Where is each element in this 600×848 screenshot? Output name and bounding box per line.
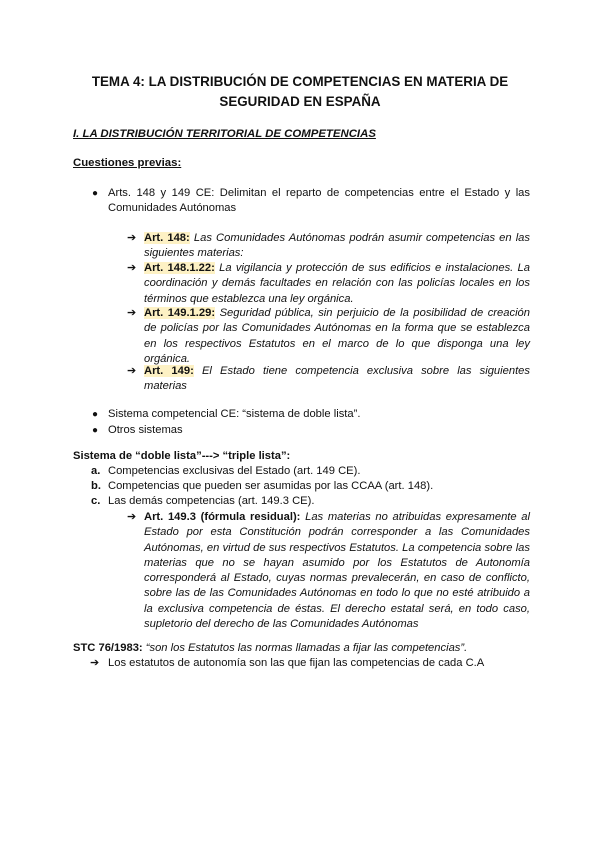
article-ref: Art. 149: bbox=[144, 365, 194, 377]
arrow-right-icon: ➔ bbox=[127, 307, 137, 319]
bullet-dot-icon: ● bbox=[92, 188, 99, 199]
list-item-b: Competencias que pueden ser asumidas por las CCAA (art. 148). bbox=[108, 480, 434, 492]
article-text: Las Comunidades Autónomas podrán asumir competencias en las siguientes materias: bbox=[144, 232, 530, 260]
bullet-dot-icon: ● bbox=[92, 425, 99, 436]
arrow-right-icon: ➔ bbox=[127, 262, 137, 274]
arrow-right-icon: ➔ bbox=[127, 511, 137, 523]
article-148 bbox=[144, 231, 530, 262]
stc-citation bbox=[73, 641, 533, 656]
stc-point: Los estatutos de autonomía son las que fijan las competencias de cada C.A bbox=[108, 657, 485, 669]
bullet-arts-148-149: Arts. 148 y 149 CE: Delimitan el reparto de competencias entre el Estado y las Comunidades Autónomas bbox=[108, 187, 530, 215]
article-text: La vigilancia y protección de sus edificios e instalaciones. La coordinación y demás facultades en relación con las policías locales en los términos que establezca una ley orgánica. bbox=[144, 262, 530, 305]
article-ref: Art. 149.3 (fórmula residual): bbox=[144, 511, 301, 523]
article-ref: Art. 148.1.22: bbox=[144, 262, 215, 274]
bullet-otros-sistemas: Otros sistemas bbox=[108, 424, 183, 436]
article-text: El Estado tiene competencia exclusiva sobre las siguientes materias bbox=[144, 365, 530, 393]
section-heading: I. LA DISTRIBUCIÓN TERRITORIAL DE COMPETENCIAS bbox=[73, 128, 376, 140]
article-149 bbox=[144, 364, 530, 395]
document-title bbox=[60, 72, 540, 112]
preliminary-heading: Cuestiones previas: bbox=[73, 157, 182, 169]
stc-quote: “son los Estatutos las normas llamadas a fijar las competencias”. bbox=[145, 642, 468, 654]
list-letter: c. bbox=[91, 495, 101, 507]
list-letter: b. bbox=[91, 480, 101, 492]
title-line-2: SEGURIDAD EN ESPAÑA bbox=[219, 94, 381, 109]
arrow-right-icon: ➔ bbox=[127, 232, 137, 244]
title-line-1: TEMA 4: LA DISTRIBUCIÓN DE COMPETENCIAS EN MATERIA DE bbox=[91, 74, 509, 89]
bullet-sistema-competencial: Sistema competencial CE: “sistema de doble lista”. bbox=[108, 408, 361, 420]
arrow-right-icon: ➔ bbox=[127, 365, 137, 377]
article-149-3-residual bbox=[144, 510, 530, 632]
bullet-dot-icon: ● bbox=[92, 409, 99, 420]
stc-ref: STC 76/1983: bbox=[73, 642, 143, 654]
list-letter: a. bbox=[91, 465, 101, 477]
arrow-right-icon: ➔ bbox=[90, 657, 100, 669]
article-ref: Art. 149.1.29: bbox=[144, 307, 216, 319]
article-text: Seguridad pública, sin perjuicio de la posibilidad de creación de policías por las Comunidades Autónomas en la forma que se establezca en los respectivos Estatutos en el marco de lo que disponga una ley orgánica. bbox=[144, 307, 531, 365]
list-item-a: Competencias exclusivas del Estado (art. 149 CE). bbox=[108, 465, 361, 477]
article-149-1-29 bbox=[144, 306, 530, 367]
article-148-1-22 bbox=[144, 261, 530, 307]
article-text: Las materias no atribuidas expresamente al Estado por esta Constitución podrán corresponder a las Comunidades Autónomas, en virtud de sus respectivos Estatutos. La competencia sobre las materias que no se hayan asumido por los Estatutos de Autonomía corresponderá al Estado, cuyas normas prevalecerán, en caso de conflicto, sobre las de las Comunidades Autónomas en todo lo que no esté atribuido a la exclusiva competencia de éstas. El derecho estatal será, en todo caso, supletorio del derecho de las Comunidades Autónomas bbox=[144, 511, 531, 631]
double-list-heading: Sistema de “doble lista”---> “triple lista”: bbox=[73, 450, 291, 462]
list-item-c: Las demás competencias (art. 149.3 CE). bbox=[108, 495, 315, 507]
article-ref: Art. 148: bbox=[144, 232, 190, 244]
